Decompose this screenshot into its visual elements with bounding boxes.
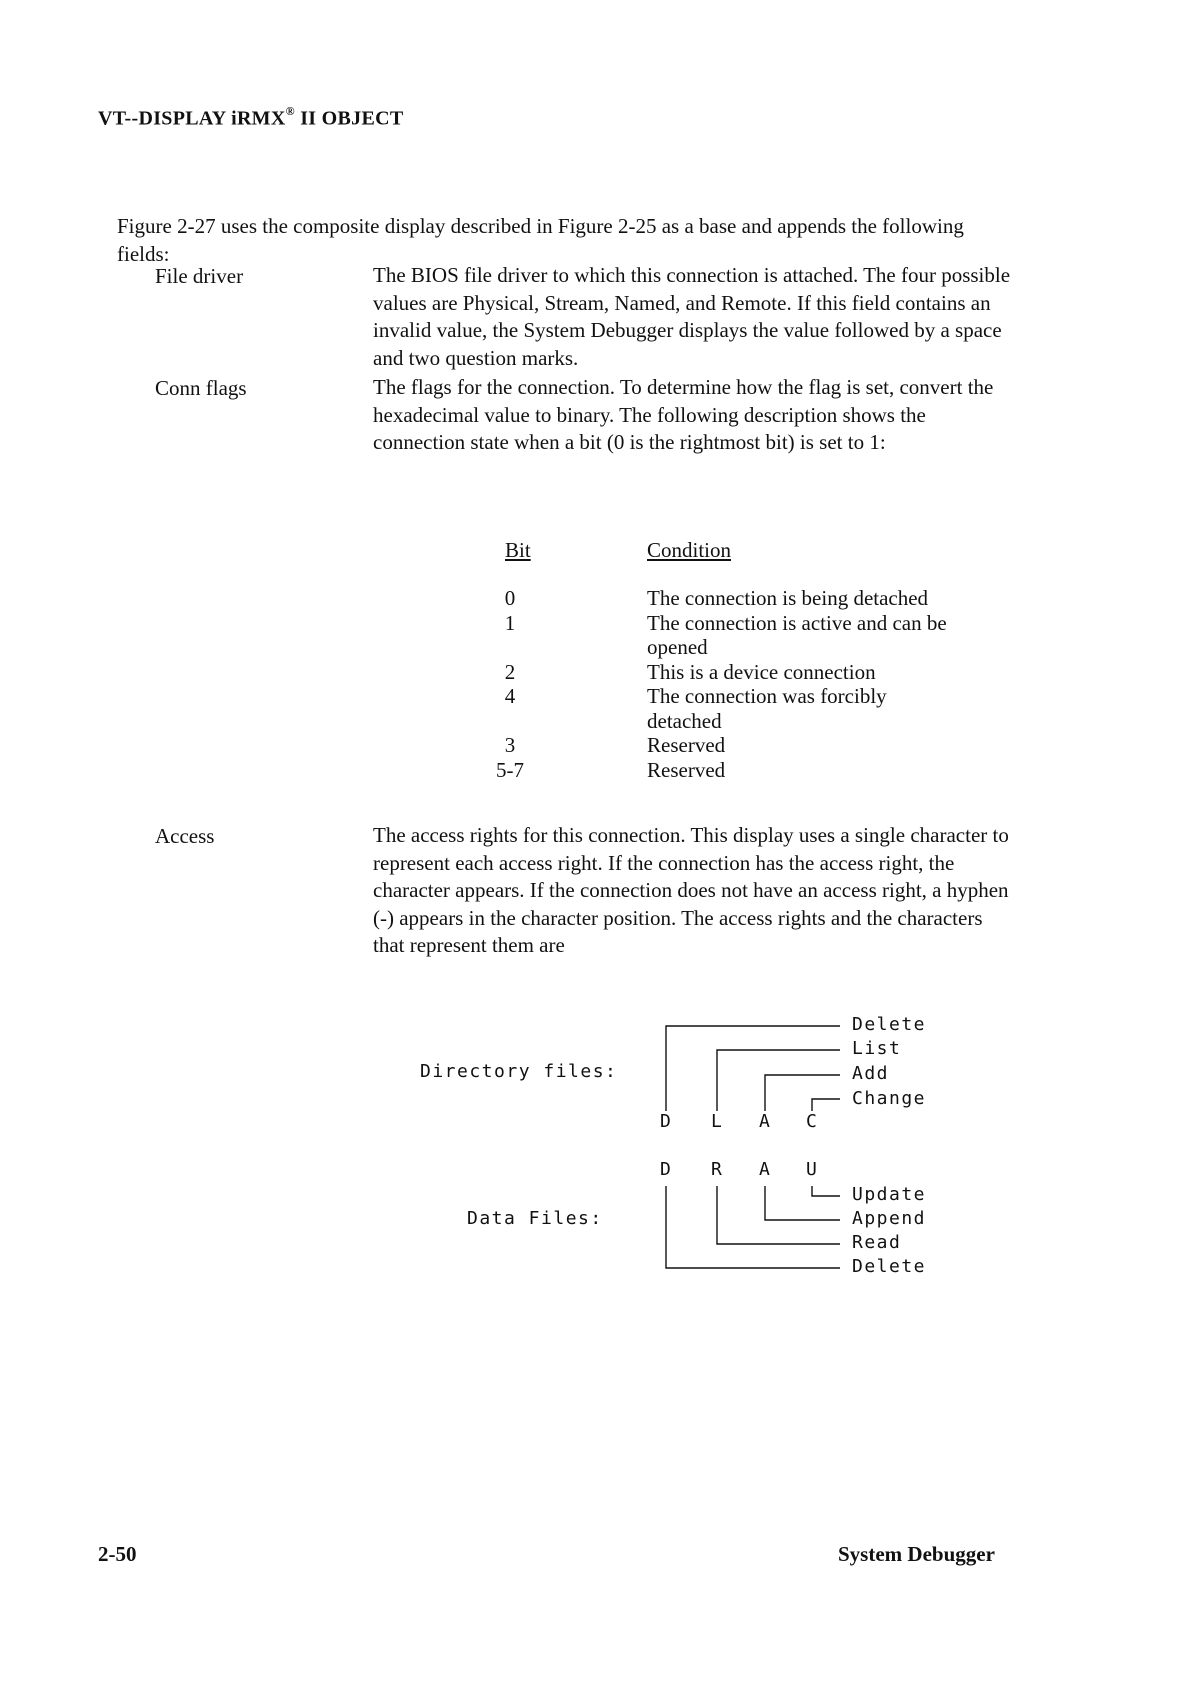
dir-letter-c: C [806, 1111, 819, 1132]
table-row-bit: 0 [504, 586, 516, 610]
connector-dir-add [765, 1075, 840, 1111]
data-letter-d: D [660, 1159, 673, 1180]
right-label-data-append: Append [852, 1208, 927, 1229]
dir-letter-d: D [660, 1111, 673, 1132]
header-title: VT--DISPLAY iRMX [98, 107, 286, 130]
data-letter-u: U [806, 1159, 819, 1180]
registered-mark: ® [285, 104, 295, 118]
table-row-condition: Reserved [647, 733, 726, 757]
field-term-access: Access [155, 824, 215, 848]
connector-data-read [717, 1186, 840, 1244]
bit-column-header: Bit [505, 538, 531, 562]
table-row-bit: 4 [504, 684, 516, 708]
directory-files-label: Directory files: [420, 1061, 618, 1082]
table-row-condition: Reserved [647, 757, 726, 782]
right-label-data-delete: Delete [852, 1256, 927, 1277]
table-row-condition-cont: opened [647, 635, 708, 659]
intro-paragraph: Figure 2-27 uses the composite display described in Figure 2-25 as a base and appends the following fields: [117, 214, 964, 266]
table-row-condition: This is a device connection [647, 659, 876, 684]
manual-title: System Debugger [838, 1542, 995, 1566]
connector-data-append [765, 1186, 840, 1220]
connector-dir-list [717, 1050, 840, 1111]
right-label-dir-change: Change [852, 1088, 927, 1109]
dir-letter-a: A [759, 1111, 772, 1132]
right-label-dir-delete: Delete [852, 1014, 927, 1035]
field-term-conn-flags: Conn flags [155, 376, 247, 400]
table-row-condition-cont: detached [647, 708, 722, 733]
field-desc-conn-flags: The flags for the connection. To determine how the flag is set, convert the hexadecimal value to binary. The following description shows the connection state when a bit (0 is the rightmost bit) is set to 1: [373, 375, 994, 454]
condition-column-header: Condition [647, 538, 732, 562]
field-term-file-driver: File driver [155, 264, 244, 288]
field-desc-file-driver: The BIOS file driver to which this connection is attached. The four possible values are Physical, Stream, Named, and Remote. If this field contains an invalid value, the System Debugger displays the value followed by a space and two question marks. [373, 263, 1011, 370]
connector-dir-delete [666, 1026, 840, 1111]
right-label-dir-add: Add [852, 1063, 890, 1084]
right-label-dir-list: List [852, 1038, 902, 1059]
table-row-condition: The connection is being detached [647, 586, 929, 610]
data-files-label: Data Files: [467, 1208, 603, 1229]
connector-data-delete [666, 1186, 840, 1268]
dir-letter-l: L [711, 1111, 724, 1132]
table-row-condition: The connection is active and can be [647, 610, 947, 635]
field-desc-access: The access rights for this connection. This display uses a single character to represent each access right. If the connection has the access right, the character appears. If the connection does not have an access right, a hyphen (-) appears in the character position. The access rights and the characters that represent them are [373, 823, 1009, 957]
table-row-bit: 1 [504, 610, 516, 635]
connector-dir-change [812, 1099, 840, 1111]
connector-data-update [812, 1186, 840, 1196]
table-row-bit: 5-7 [496, 757, 524, 782]
table-row-bit: 2 [504, 659, 516, 684]
page-number: 2-50 [98, 1542, 137, 1566]
data-letter-r: R [711, 1159, 724, 1180]
right-label-data-update: Update [852, 1184, 927, 1205]
header-title-rest: II OBJECT [300, 107, 404, 130]
table-row-bit: 3 [504, 733, 516, 757]
table-row-condition: The connection was forcibly [647, 684, 887, 708]
right-label-data-read: Read [852, 1232, 902, 1253]
data-letter-a: A [759, 1159, 772, 1180]
